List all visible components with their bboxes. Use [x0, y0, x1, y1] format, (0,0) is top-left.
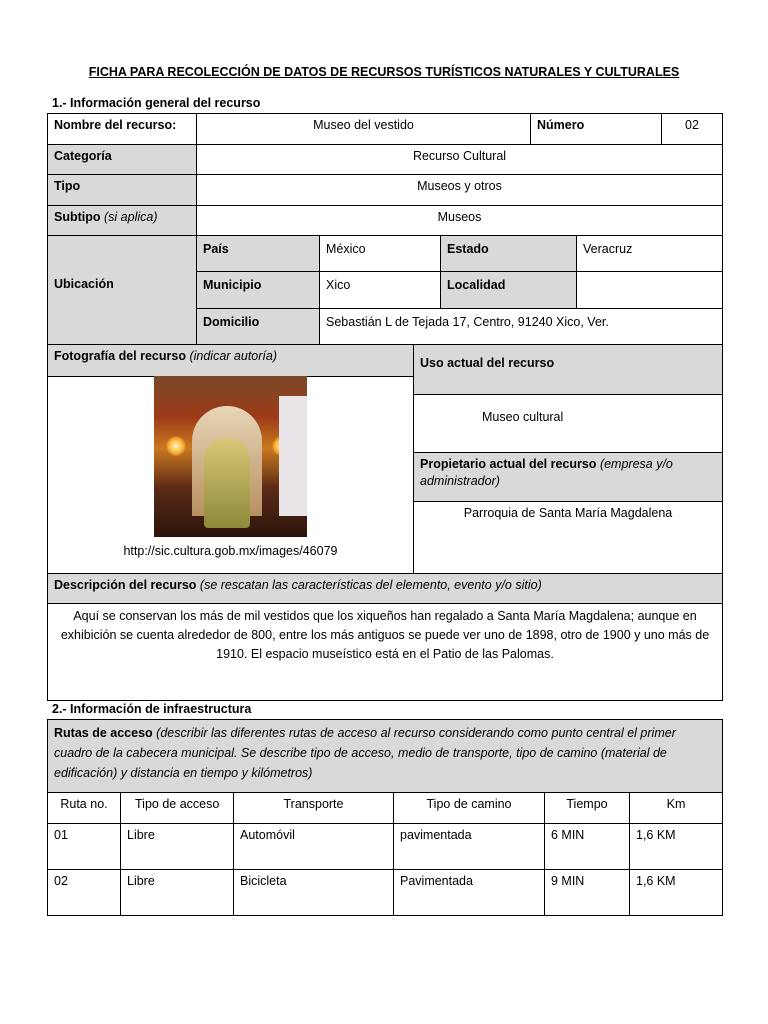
municipio-value: Xico: [319, 271, 441, 309]
table-row-1-transporte: Automóvil: [233, 823, 394, 870]
nombre-label: Nombre del recurso:: [47, 113, 197, 145]
propietario-note: (empresa y/o administrador): [420, 457, 673, 488]
table-row-1-ruta: 01: [47, 823, 121, 870]
rutas-label-text: Rutas de acceso: [54, 726, 153, 740]
foto-label: [47, 344, 414, 377]
col-km: Km: [629, 792, 723, 824]
descripcion-label-text: Descripción del recurso: [54, 578, 197, 592]
table-row-2-tipo-camino: Pavimentada: [393, 869, 545, 916]
domicilio-value: Sebastián L de Tejada 17, Centro, 91240 Xico, Ver.: [319, 308, 723, 345]
subtipo-note: (si aplica): [104, 210, 158, 224]
numero-value: 02: [661, 113, 723, 145]
estado-value: Veracruz: [576, 235, 723, 272]
col-tipo-acceso: Tipo de acceso: [120, 792, 234, 824]
rutas-note: (describir las diferentes rutas de acceso al recurso considerando como punto central el primer cuadro de la cabecera municipal. Se describe tipo de acceso, medio de transporte, tipo de camino (material de edificación) y distancia en tiempo y kilómetros): [54, 726, 676, 780]
domicilio-label: Domicilio: [196, 308, 320, 345]
page-title: FICHA PARA RECOLECCIÓN DE DATOS DE RECURSOS TURÍSTICOS NATURALES Y CULTURALES: [88, 65, 680, 79]
subtipo-value: Museos: [196, 205, 723, 236]
table-row-1-tipo-camino: pavimentada: [393, 823, 545, 870]
table-row-1-km: 1,6 KM: [629, 823, 723, 870]
table-row-1-tiempo: 6 MIN: [544, 823, 630, 870]
subtipo-label-text: Subtipo: [54, 210, 101, 224]
table-row-1-tipo-acceso: Libre: [120, 823, 234, 870]
foto-url: http://sic.cultura.gob.mx/images/46079: [123, 544, 338, 558]
foto-note: (indicar autoría): [189, 349, 278, 363]
uso-value: Museo cultural: [413, 394, 723, 453]
categoria-value: Recurso Cultural: [196, 144, 723, 175]
col-ruta: Ruta no.: [47, 792, 121, 824]
pais-value: México: [319, 235, 441, 272]
rutas-label: [47, 719, 723, 793]
numero-label: Número: [530, 113, 662, 145]
propietario-value: Parroquia de Santa María Magdalena: [413, 501, 723, 574]
descripcion-note: (se rescatan las características del elemento, evento y/o sitio): [199, 578, 542, 592]
table-row-2-ruta: 02: [47, 869, 121, 916]
descripcion-value: Aquí se conservan los más de mil vestidos que los xiqueños han regalado a Santa María Magdalena; aunque en exhibición se cuenta alrededor de 800, entre los más antiguos se puede ver uno de 1898, otro de 1900 y uno más de 1910. El espacio museístico está en el Patio de las Palomas.: [47, 603, 723, 701]
foto-label-text: Fotografía del recurso: [54, 349, 186, 363]
col-transporte: Transporte: [233, 792, 394, 824]
descripcion-label: [47, 573, 723, 604]
uso-label: Uso actual del recurso: [413, 344, 723, 395]
propietario-label: [413, 452, 723, 502]
pais-label: País: [196, 235, 320, 272]
categoria-label: Categoría: [47, 144, 197, 175]
tipo-value: Museos y otros: [196, 174, 723, 206]
table-row-2-tiempo: 9 MIN: [544, 869, 630, 916]
propietario-label-text: Propietario actual del recurso: [420, 457, 597, 471]
subtipo-label: [47, 205, 197, 236]
table-row-2-tipo-acceso: Libre: [120, 869, 234, 916]
table-row-2-km: 1,6 KM: [629, 869, 723, 916]
col-tiempo: Tiempo: [544, 792, 630, 824]
col-tipo-camino: Tipo de camino: [393, 792, 545, 824]
ubicacion-label: Ubicación: [47, 235, 197, 345]
resource-photo: [154, 376, 307, 537]
tipo-label: Tipo: [47, 174, 197, 206]
localidad-value: [576, 271, 723, 309]
table-row-2-transporte: Bicicleta: [233, 869, 394, 916]
localidad-label: Localidad: [440, 271, 577, 309]
section-1-heading: 1.- Información general del recurso: [52, 96, 261, 110]
nombre-value: Museo del vestido: [196, 113, 531, 145]
municipio-label: Municipio: [196, 271, 320, 309]
estado-label: Estado: [440, 235, 577, 272]
section-2-heading: 2.- Información de infraestructura: [52, 702, 252, 716]
